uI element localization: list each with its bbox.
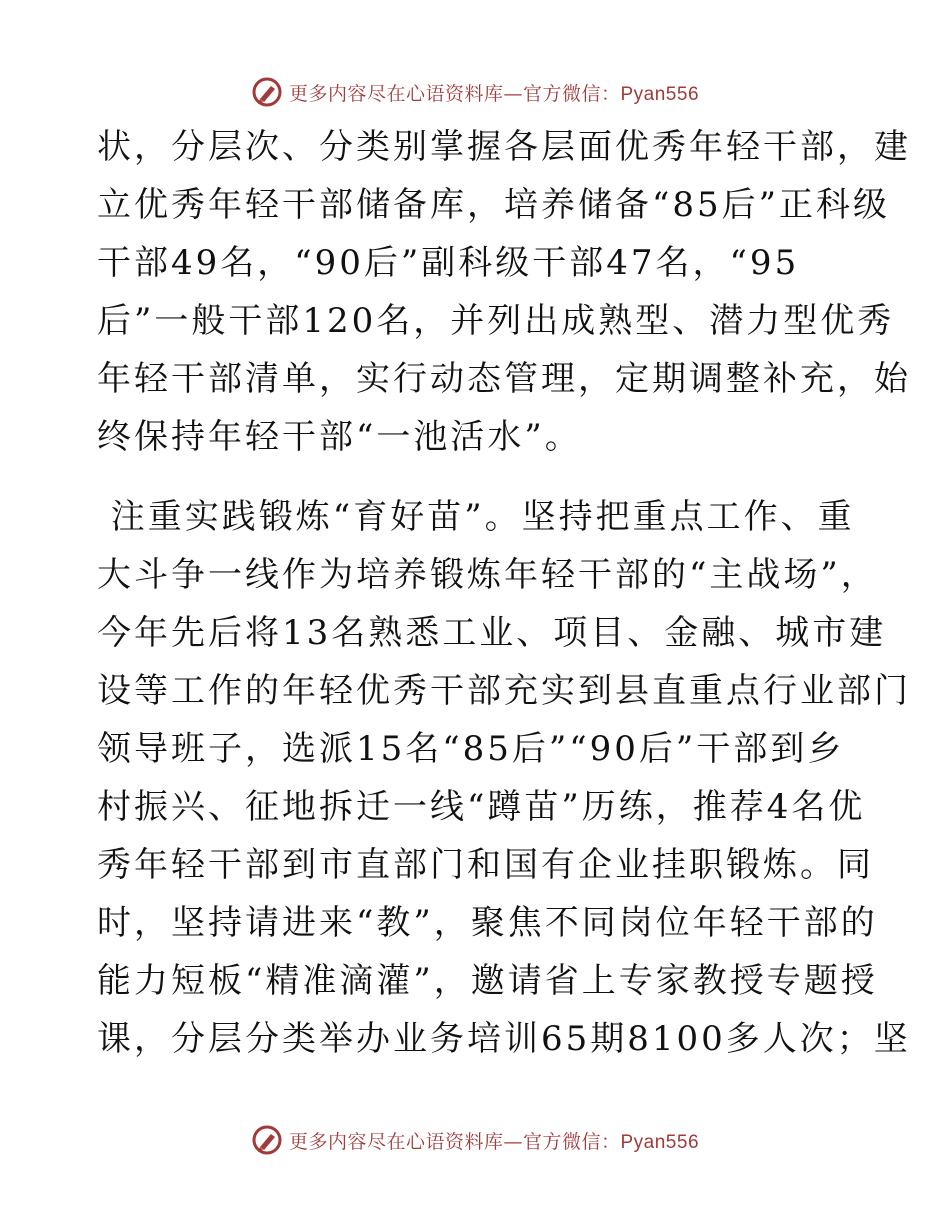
text-line: 村振兴、征地拆迁一线“蹲苗”历练，推荐4名优 [97, 787, 866, 827]
text-line: 秀年轻干部到市直部门和国有企业挂职锻炼。同 [97, 845, 874, 885]
header-banner-contact: Pyan556 [620, 83, 700, 105]
text-line: 今年先后将13名熟悉工业、项目、金融、城市建 [97, 613, 887, 653]
text-line: 后”一般干部120名，并列出成熟型、潜力型优秀 [97, 301, 895, 341]
text-line: 大斗争一线作为培养锻炼年轻干部的“主战场”， [97, 555, 878, 595]
text-line: 能力短板“精准滴灌”，邀请省上专家教授专题授 [97, 961, 878, 1001]
text-line: 课，分层分类举办业务培训65期8100多人次；坚 [97, 1019, 911, 1059]
text-line: 时，坚持请进来“教”，聚焦不同岗位年轻干部的 [97, 903, 878, 943]
pen-logo-icon [251, 1124, 283, 1156]
pen-logo-icon [251, 76, 283, 108]
text-line: 年轻干部清单，实行动态管理，定期调整补充，始 [97, 359, 911, 399]
text-line: 状，分层次、分类别掌握各层面优秀年轻干部，建 [97, 127, 911, 167]
header-banner-text: 更多内容尽在心语资料库—官方微信：Pyan556 [288, 82, 700, 105]
footer-banner-text: 更多内容尽在心语资料库—官方微信：Pyan556 [288, 1130, 700, 1153]
body-paragraph-1 [97, 118, 911, 466]
text-line: 干部49名，“90后”副科级干部47名，“95 [97, 243, 800, 283]
header-banner [0, 72, 950, 112]
footer-banner [0, 1120, 950, 1160]
text-line: 设等工作的年轻优秀干部充实到县直重点行业部门 [97, 671, 911, 711]
text-line: 注重实践锻炼“育好苗”。坚持把重点工作、重 [97, 497, 855, 537]
text-line: 终保持年轻干部“一池活水”。 [97, 417, 582, 457]
text-line: 领导班子，选派15名“85后”“90后”干部到乡 [97, 729, 845, 769]
text-line: 立优秀年轻干部储备库，培养储备“85后”正科级 [97, 185, 891, 225]
footer-banner-contact: Pyan556 [620, 1131, 700, 1153]
body-paragraph-2 [97, 488, 911, 1068]
